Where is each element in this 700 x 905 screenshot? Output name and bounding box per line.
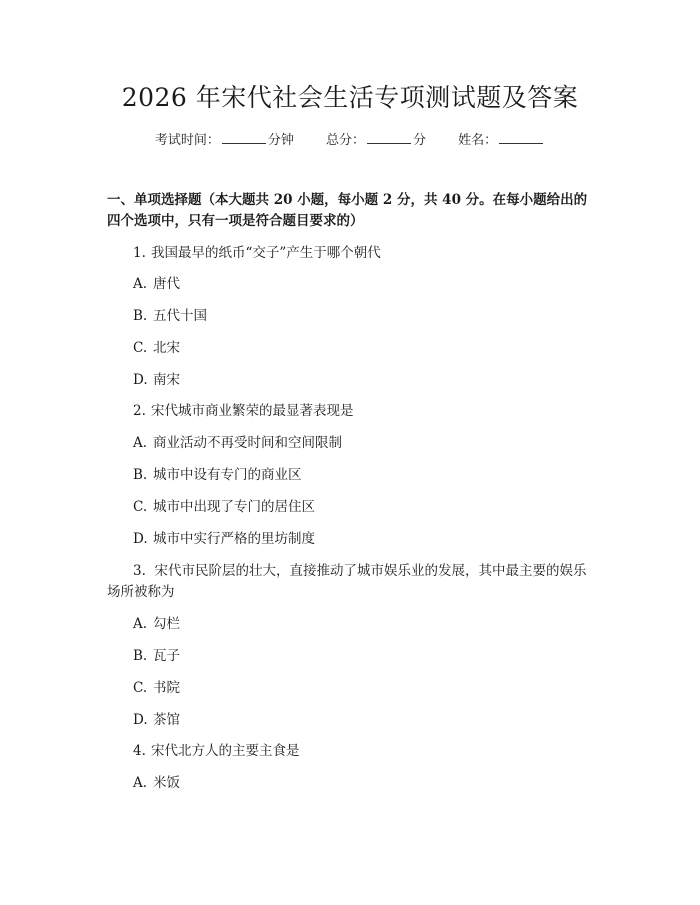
option-3b[interactable]: B. 瓦子 bbox=[133, 648, 180, 664]
option-1a[interactable]: A. 唐代 bbox=[133, 276, 180, 292]
page-title: 2026 年宋代社会生活专项测试题及答案 bbox=[121, 83, 579, 112]
option-3c[interactable]: C. 书院 bbox=[133, 680, 180, 696]
score-blank[interactable] bbox=[367, 131, 411, 144]
question-4: 4. 宋代北方人的主要主食是 bbox=[133, 743, 300, 759]
section-heading: 一、单项选择题（本大题共 20 小题，每小题 2 分，共 40 分。在每小题给出的四个选项中，只有一项是符合题目要求的） bbox=[107, 192, 588, 229]
option-1d[interactable]: D. 南宋 bbox=[133, 372, 180, 388]
option-2c[interactable]: C. 城市中出现了专门的居住区 bbox=[133, 499, 315, 515]
option-2d[interactable]: D. 城市中实行严格的里坊制度 bbox=[133, 531, 315, 547]
option-2a[interactable]: A. 商业活动不再受时间和空间限制 bbox=[133, 435, 342, 451]
option-3a[interactable]: A. 勾栏 bbox=[133, 616, 180, 632]
option-3d[interactable]: D. 茶馆 bbox=[133, 712, 180, 728]
question-3: 3. 宋代市民阶层的壮大，直接推动了城市娱乐业的发展，其中最主要的娱乐场所被称为 bbox=[107, 563, 587, 600]
question-1: 1. 我国最早的纸币“交子”产生于哪个朝代 bbox=[133, 245, 381, 261]
exam-time: 考试时间： 分钟 bbox=[154, 133, 294, 148]
exam-name: 姓名： bbox=[458, 133, 545, 148]
option-2b[interactable]: B. 城市中设有专门的商业区 bbox=[133, 467, 302, 483]
name-blank[interactable] bbox=[499, 131, 543, 144]
question-2: 2. 宋代城市商业繁荣的最显著表现是 bbox=[133, 403, 354, 419]
option-4a[interactable]: A. 米饭 bbox=[133, 775, 180, 791]
option-1c[interactable]: C. 北宋 bbox=[133, 340, 180, 356]
exam-meta bbox=[0, 131, 700, 151]
option-1b[interactable]: B. 五代十国 bbox=[133, 308, 207, 324]
exam-score: 总分： 分 bbox=[325, 133, 427, 148]
time-blank[interactable] bbox=[222, 131, 266, 144]
